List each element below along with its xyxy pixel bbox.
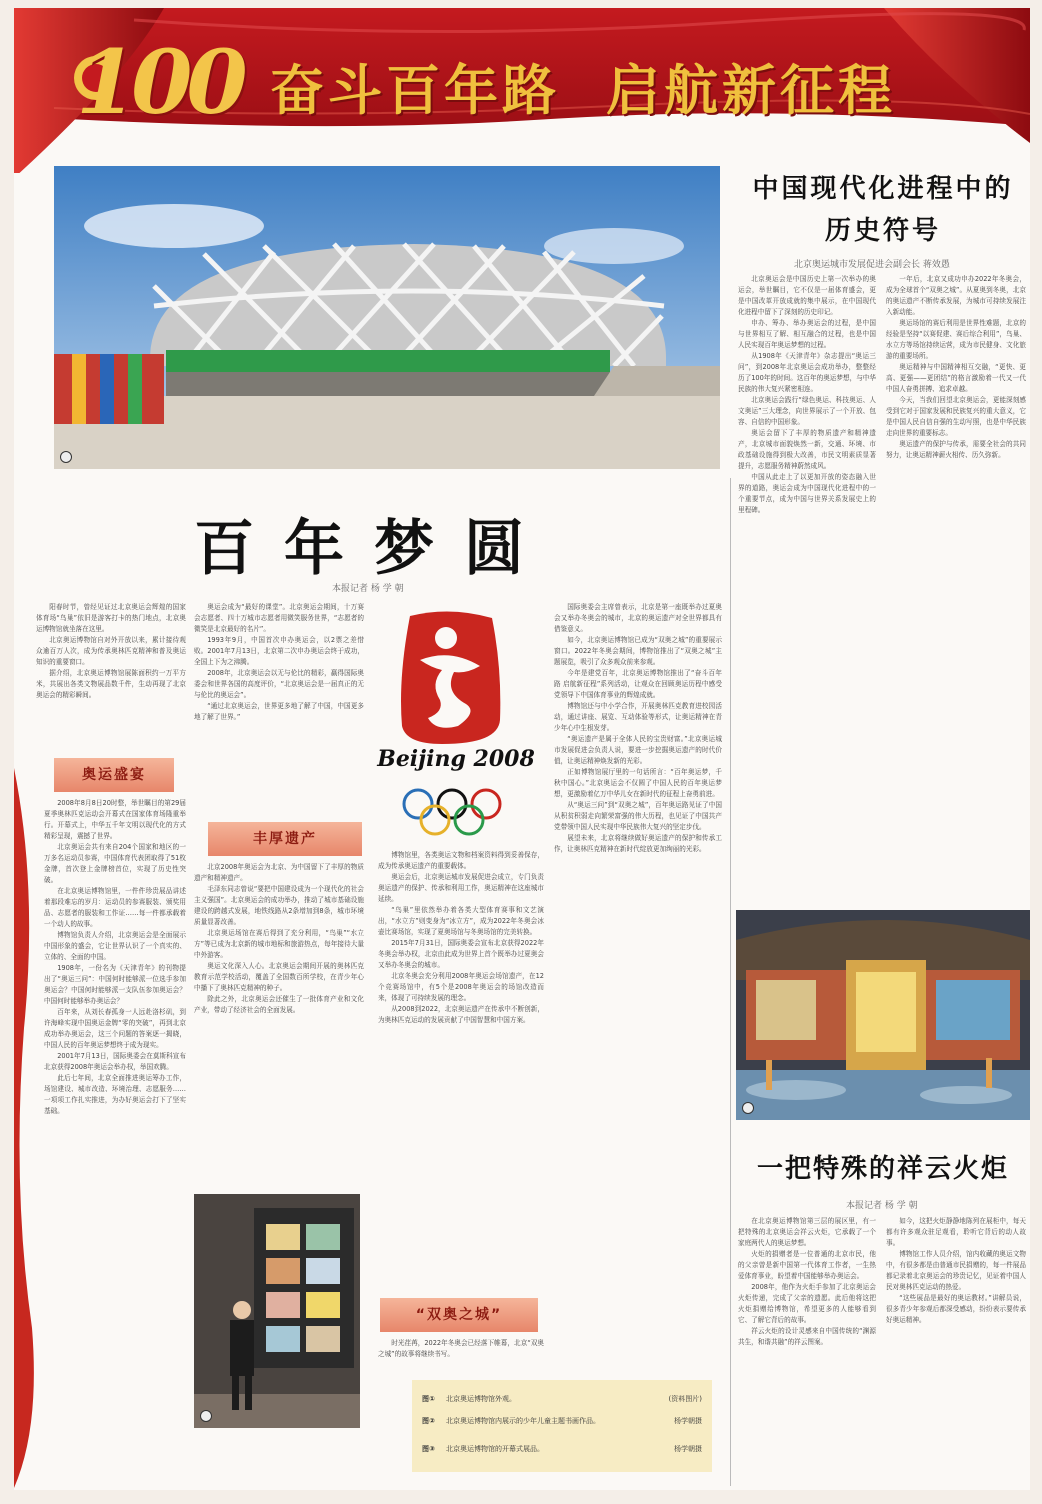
photo-children-artwork [194,1194,360,1428]
subhead-rich-legacy: 丰厚遗产 [208,822,362,856]
caption-row-1 [422,1394,702,1404]
caption-text-2: 北京奥运博物馆内展示的少年儿童主题书画作品。 [446,1417,600,1425]
centenary-logo: 100 [76,30,242,134]
main-article-column-3: 博物馆里，各类奥运文物和档案资料得到妥善保存，成为传承奥运遗产的重要载体。 奥运会后，北京奥运城市发展促进会成立，专门负责奥运遗产的保护、传承和利用工作，奥运精神在这座城市延续。 “鸟巢”里依然举办着各类大型体育赛事和文艺演出，“水立方”则变身为“冰立方”，成为2022年冬奥会冰壶比赛场馆，实现了夏奥场馆与冬奥场馆的完美转换。 2015年7月31日，国际奥委会宣布北京获得2022年冬奥会举办权，北京由此成为世界上首个既举办过夏奥会又举办冬奥会的城市。 北京冬奥会充分利用2008年奥运会场馆遗产，在12个竞赛场馆中，有5个是2008年奥运会的场馆改造而来，体现了可持续发展的理念。 从2008到2022，北京奥运遗产在传承中不断创新，为奥林匹克运动的发展贡献了中国智慧和中国方案。 [378,851,544,1024]
beijing-2008-emblem [380,608,530,848]
caption-text-3: 北京奥运博物馆的开幕式展品。 [446,1445,544,1453]
main-article-column-2b: 北京2008年奥运会为北京、为中国留下了丰厚的物质遗产和精神遗产。 毛泽东同志曾说“要把中国建设成为一个现代化的社会主义强国”。北京奥运会的成功举办，推动了城市基础设施建设的跨越式发展，地铁线路从2条增加到8条，城市环境质量显著改善。 北京奥运场馆在赛后得到了充分利用，“鸟巢”“水立方”等已成为北京新的城市地标和旅游热点，每年接待大量中外游客。 奥运文化深入人心。北京奥运会期间开展的奥林匹克教育示范学校活动，覆盖了全国数百所学校，在青少年心中播下了奥林匹克精神的种子。 除此之外，北京奥运会还催生了一批体育产业和文化产业，带动了经济社会的全面发展。 [194,863,364,1014]
exhibition-illustration [736,910,1030,1120]
photo-marker-3 [742,1102,754,1114]
caption-credit-3: 杨学朝摄 [674,1445,702,1453]
side-article-byline: 北京奥运城市发展促进会副会长 蒋效愚 [794,260,950,270]
main-article-title: 百年梦圆 [194,514,554,584]
beijing-2008-wordmark: Beijing 2008 [377,746,535,772]
side-article-column-1: 北京奥运会是中国历史上第一次举办的奥运会，举世瞩目，它不仅是一届体育盛会，更是中国改革开放成就的集中展示，在中国现代化进程中留下了深刻的历史印记。 申办、筹办、举办奥运会的过程，是中国与世界相互了解、相互融合的过程，也是中国人民实现百年奥运梦想的过程。 从1908年《天津青年》杂志提出“奥运三问”，到2008年北京奥运会成功举办，整整经历了100年的时间。这百年的奥运梦想，与中华民族的伟大复兴紧密相连。 北京奥运会践行“绿色奥运、科技奥运、人文奥运”三大理念，向世界展示了一个开放、包容、自信的中国形象。 奥运会留下了丰厚的物质遗产和精神遗产，北京城市面貌焕然一新，交通、环境、市政基础设施得到极大改善，市民文明素质显著提升，志愿服务精神蔚然成风。 中国从此走上了以更加开放的姿态融入世界的道路，奥运会成为中国现代化进程中的一个重要节点，成为中国与世界关系发展史上的里程碑。 [738,275,876,514]
masthead-banner [14,8,1030,173]
photo-exhibition-hall [736,910,1030,1120]
torch-article-column-2: 如今，这把火炬静静地陈列在展柜中，每天都有许多观众驻足观看，聆听它背后的动人故事。 博物馆工作人员介绍，馆内收藏的奥运文物中，有很多都是由普通市民捐赠的，每一件展品都记录着北京奥运会的珍贵记忆，见证着中国人民对奥林匹克运动的热爱。 “这些展品是最好的奥运教材。”讲解员说，很多青少年参观后都深受感动，纷纷表示要传承好奥运精神。 [886,1217,1026,1324]
main-article-column-2: 奥运会成为“最好的课堂”。北京奥运会期间，十万赛会志愿者、四十万城市志愿者用微笑服务世界，“志愿者的微笑是北京最好的名片”。 1993年9月，中国首次申办奥运会，以2票之差惜败。2001年7月13日，北京第二次申办奥运会终于成功，全国上下为之沸腾。 2008年，北京奥运会以无与伦比的精彩，赢得国际奥委会和世界各国的高度评价，“北京奥运会是一届真正的无与伦比的奥运会”。 “通过北京奥运会，世界更多地了解了中国，中国更多地了解了世界。” [194,603,364,721]
red-ribbon-decoration [14,768,40,1488]
main-article-column-4: 国际奥委会主席曾表示，北京是第一座既举办过夏奥会又举办冬奥会的城市，北京的奥运遗产对全世界都具有借鉴意义。 如今，北京奥运博物馆已成为“双奥之城”的重要展示窗口。2022年冬奥会期间，博物馆推出了“双奥之城”主题展览，吸引了众多观众前来参观。 今年是建党百年，北京奥运博物馆推出了“奋斗百年路 启航新征程”系列活动，让观众在回顾奥运历程中感受党领导下中国体育事业的辉煌成就。 博物馆还与中小学合作，开展奥林匹克教育进校园活动，通过讲座、展览、互动体验等形式，让奥运精神在青少年心中生根发芽。 “奥运遗产是属于全体人民的宝贵财富。”北京奥运城市发展促进会负责人说，要进一步挖掘奥运遗产的时代价值，让奥运精神焕发新的光彩。 正如博物馆展厅里的一句话所言：“百年奥运梦，千秋中国心。”北京奥运会不仅圆了中国人民的百年奥运梦想，更激励着亿万中华儿女在新时代的征程上奋勇前进。 从“奥运三问”到“双奥之城”，百年奥运路见证了中国从积贫积弱走向繁荣富强的伟大历程，也见证了中国共产党带领中国人民实现中华民族伟大复兴的坚定步伐。 展望未来，北京将继续做好奥运遗产的保护和传承工作，让奥林匹克精神在新时代绽放更加绚丽的光彩。 [554,603,722,853]
caption-row-3 [422,1444,702,1454]
side-article-column-2: 一年后，北京又成功申办2022年冬奥会，成为全球首个“双奥之城”。从夏奥到冬奥，北京的奥运遗产不断传承发展，为城市可持续发展注入新动能。 奥运场馆的赛后利用是世界性难题，北京的经验是坚持“以赛促建、赛后综合利用”，鸟巢、水立方等场馆持续运营，成为市民健身、文化旅游的重要场所。 奥运精神与中国精神相互交融，“更快、更高、更强——更团结”的格言激励着一代又一代中国人奋勇拼搏、追求卓越。 今天，当我们回望北京奥运会，更能深刻感受到它对于国家发展和民族复兴的重大意义，它是中国人民自信自强的生动写照，也是中华民族走向世界的重要标志。 奥运遗产的保护与传承，需要全社会的共同努力，让奥运精神薪火相传、历久弥新。 [886,275,1026,459]
main-article-column-1b: 2008年8月8日20时整，举世瞩目的第29届夏季奥林匹克运动会开幕式在国家体育场隆重举行。开幕式上，中华五千年文明以现代化的方式精彩呈现，震撼了世界。 北京奥运会共有来自204个国家和地区的一万多名运动员参赛，中国体育代表团取得了51枚金牌，首次登上金牌榜首位，实现了历史性突破。 在北京奥运博物馆里，一件件珍贵展品讲述着那段难忘的岁月：运动员的参赛服装、颁奖用品、志愿者的服装和工作证……每一件都承载着一个动人的故事。 博物馆负责人介绍，北京奥运会是全面展示中国形象的盛会，它让世界认识了一个真实的、立体的、全面的中国。 1908年，一份名为《天津青年》的刊物提出了“奥运三问”：中国何时能够派一位选手参加奥运会？中国何时能够派一支队伍参加奥运会？中国何时能够举办奥运会？ 百年来，从刘长春孤身一人远赴洛杉矶，到许海峰实现中国奥运金牌“零的突破”，再到北京成功举办奥运会，这三个问题的答案逐一揭晓，中国人民的百年奥运梦想终于成为现实。 2001年7月13日，国际奥委会在莫斯科宣布北京获得2008年奥运会举办权，举国欢腾。 此后七年间，北京全面推进奥运筹办工作，场馆建设、城市改造、环境治理、志愿服务……一项项工作扎实推进，为办好奥运会打下了坚实基础。 [44,799,186,1115]
caption-tag-2: 图② [422,1417,435,1425]
subhead-olympic-feast: 奥运盛宴 [54,758,174,792]
caption-text-1: 北京奥运博物馆外观。 [446,1395,516,1403]
main-article-byline: 本报记者 杨 学 朝 [332,584,404,594]
main-article-column-3b: 时光荏苒，2022年冬奥会已经落下帷幕，北京“双奥之城”的故事将继续书写。 [378,1339,544,1358]
side-title-line-1: 中国现代化进程中的 [752,174,1014,204]
subhead-dual-olympic-city: “双奥之城” [380,1298,538,1332]
banner-slogan [270,48,896,125]
side-article-title [738,168,1028,252]
side-title-line-2: 历史符号 [824,216,941,246]
torch-article-byline: 本报记者 杨 学 朝 [846,1201,918,1211]
caption-row-2 [422,1416,702,1426]
artwork-gallery-illustration [194,1194,360,1428]
newspaper-page [14,8,1030,1490]
photo-captions-box [412,1380,712,1472]
caption-tag-1: 图① [422,1395,435,1403]
caption-credit-1: (资料图片) [668,1395,702,1403]
photo-birds-nest-museum [54,166,720,469]
torch-article-column-1: 在北京奥运博物馆第三层的展区里，有一把特殊的北京奥运会祥云火炬，它承载了一个家庭两代人的奥运梦想。 火炬的捐赠者是一位普通的北京市民，他的父亲曾是新中国第一代体育工作者，一生热爱体育事业，盼望着中国能够举办奥运会。 2008年，他作为火炬手参加了北京奥运会火炬传递，完成了父亲的遗愿。此后他将这把火炬捐赠给博物馆，希望更多的人能够看到它、了解它背后的故事。 祥云火炬的设计灵感来自中国传统的“渊源共生，和谐共融”的祥云图案。 [738,1217,876,1346]
photo-marker-1 [60,451,72,463]
caption-credit-2: 杨学朝摄 [674,1417,702,1425]
column-divider-vertical [730,478,731,1486]
main-article-column-1: 阳春时节，曾经见证过北京奥运会辉煌的国家体育场“鸟巢”依旧是游客打卡的热门地点，北京奥运博物馆就坐落在这里。 北京奥运博物馆自对外开放以来，累计接待观众逾百万人次，成为传承奥林匹克精神和普及奥运知识的重要窗口。 据介绍，北京奥运博物馆展陈面积约一万平方米，共展出各类文物展品数千件，生动再现了北京奥运会的精彩瞬间。 [36,603,186,699]
photo-marker-2 [200,1410,212,1422]
birds-nest-illustration [54,166,720,469]
slogan-part-2: 启航新征程 [606,59,896,122]
torch-article-title: 一把特殊的祥云火炬 [756,1154,1009,1184]
slogan-part-1: 奋斗百年路 [270,59,560,122]
caption-tag-3: 图③ [422,1445,435,1453]
